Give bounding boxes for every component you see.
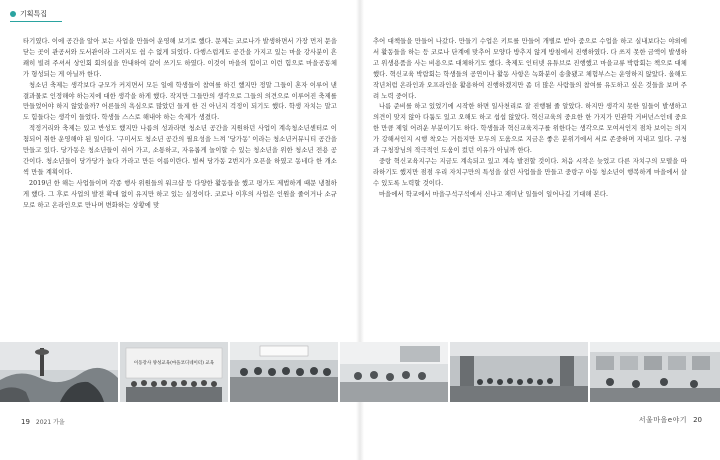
section-tag [10, 7, 47, 21]
section-rule [10, 21, 62, 22]
footer-right [639, 415, 702, 425]
meeting-photo-icon [230, 342, 338, 402]
hall-audience-photo-icon [450, 342, 588, 402]
paragraph: 추어 대책들을 만들어 나갔다. 만들기 수업은 키트를 만들어 개별로 받아 줌으로 수업을 하고 실내보다는 야외에서 활동들을 하는 등 코로나 단계에 맞추어 모양다 방추지 않게 방침에서 진행하였다. 다 쓰지 못한 금액이 발생하고 위생용품을 사는 비용으로 대체하기도 했다. 축제도 인터넷 유튜브로 진행했고 마을교류 박람회는 책으로 대체했다. 혁신교육 박람회는 학생들의 공연이나 활동 사항은 녹화분이 송출됐고 체험부스는 운영하지 않았다. 올해도 작년처럼 온라인과 오프라인을 활용하여 진행하겠지만 좀 더 많은 사람들의 참여를 유도하고 싶은 것들을 보며 주려 노력 중이다. [373, 38, 687, 100]
page-number-left: 19 [21, 418, 30, 426]
gallery-photo-icon [590, 342, 720, 402]
bullet-icon [10, 11, 16, 17]
page-number-right: 20 [693, 416, 702, 424]
paragraph: 적정거리와 축제는 있고 반성도 했지만 나름의 성과라면 청소년 공간을 지원하던 사업이 계속청소년센터로 이첨되어 취한 운영해야 된 일이다. '구미서도 청소년 공간의 필요성을 느껴 '당가동' 이라는 청소년커뮤니티 공간을 만들고 있다. 당가동은 청소년들이 쉬어 가고, 소통하고, 자유롭게 놀이할 수 있는 청소년을 위한 청소년 전용 공간이다. 청소년들이 당가당가 놀다 가라고 만든 이름이란다. 벌써 당가동 2번지가 오픈을 하였고 동네다 한 개소씩 만들 계획이다. [23, 125, 337, 176]
right-text-column [373, 37, 687, 201]
magazine-name: 서울마을e야기 [638, 416, 688, 424]
paragraph: 2019년 한 해는 사업들이며 각종 행사 위원들의 워크샵 등 다양한 활동들을 했고 평가도 제법하게 때문 냉철하게 했다. 그 후로 사업의 발전 확대 없이 유지만 하고 있는 실정이다. 코로나 이후의 사업은 인원을 줄이거나 소규모로 하고 온라인으로 만나며 변화하는 상황에 맞 [23, 179, 337, 209]
left-text-column [23, 37, 337, 212]
paragraph: 타기였다. 이에 공간을 알아 보는 사업을 만들어 운영해 보기로 했다. 문제는 코로나가 발생하면서 가장 먼저 문을 닫는 곳이 관공서와 도서관이라 그러지도 쉽 수 없게 되었다. 다행스럽게도 공간을 가지고 있는 마을 강사분이 흔쾌히 빌려 주셔서 상인회 회의실을 안내하여 같이 쓰기도 하였다. 이것이 마을의 힘이고 이런 힘으로 마을공동체가 형성되는 게 아닐까 한다. [23, 38, 337, 78]
paragraph: 중랑 혁신교육지구는 지금도 계속되고 있고 계속 발전할 것이다. 처음 시작은 늦었고 다른 자치구의 모델을 따라하기도 했지만 점점 우리 자치구만의 특성을 살린 사업들을 만들고 중랑구 아동 청소년이 행복하게 마을에서 살 수 있도록 노력할 것이다. [373, 157, 687, 187]
paragraph: 나름 준비를 하고 있었기에 시작한 하면 일사천리로 잘 진행될 줄 알았다. 하지만 생각지 못한 일들이 발생하고 의견이 맞지 않아 다툼도 있고 오해도 하고 섭섭 않았다. 혁신교육의 중요한 한 가지가 민관학 거버넌스인데 중요한 만큼 제일 어려운 부분이기도 하다. 학생들과 혁신교육지구를 위한다는 생각으로 모여서인지 점차 보이는 의지가 강해서인지 시행 착오는 거듭지만 모두의 도움으로 지금은 좋은 분위기에서 서로 존중하며 지내고 있다. 구청과 구청장님의 적극적인 도움이 컸던 이유가 아닐까 한다. [373, 103, 687, 155]
banner-group-photo-icon [120, 342, 228, 402]
paragraph: 마을에서 학교에서 마을구석구석에서 신나고 재미난 일들이 일어나길 기대해 본다. [379, 190, 609, 198]
footer-left [21, 417, 65, 426]
classroom-photo-icon [340, 342, 448, 402]
issue-label: 2021 가을 [35, 419, 65, 426]
section-label: 기획특집 [20, 10, 48, 18]
paragraph: 청소년 축제는 생각보다 규모가 커지면서 모든 일에 학생들이 참여를 하긴 했지만 정말 그들이 혼자 이루어 낸 결과물로 인정해야 하는지에 대한 생각을 하게 했다. 작지만 그들만의 생각으로 그들의 의견으로 이루어진 축제를 만들었어야 하지 않았을까? 어른들의 욕심으로 많았던 들게 한 건 아닌지 걱정이 되기도 했다. 학생 자치는 말고도 힘들다는 생각이 들었다. 학생들 스스로 해내야 하는 숙제가 생겼다. [23, 81, 337, 122]
photo-strip [0, 342, 720, 402]
landmark-photo-icon [0, 342, 118, 402]
banner-text: 이동강사 양성교육(마을코디네이터) 교육 [133, 361, 215, 366]
